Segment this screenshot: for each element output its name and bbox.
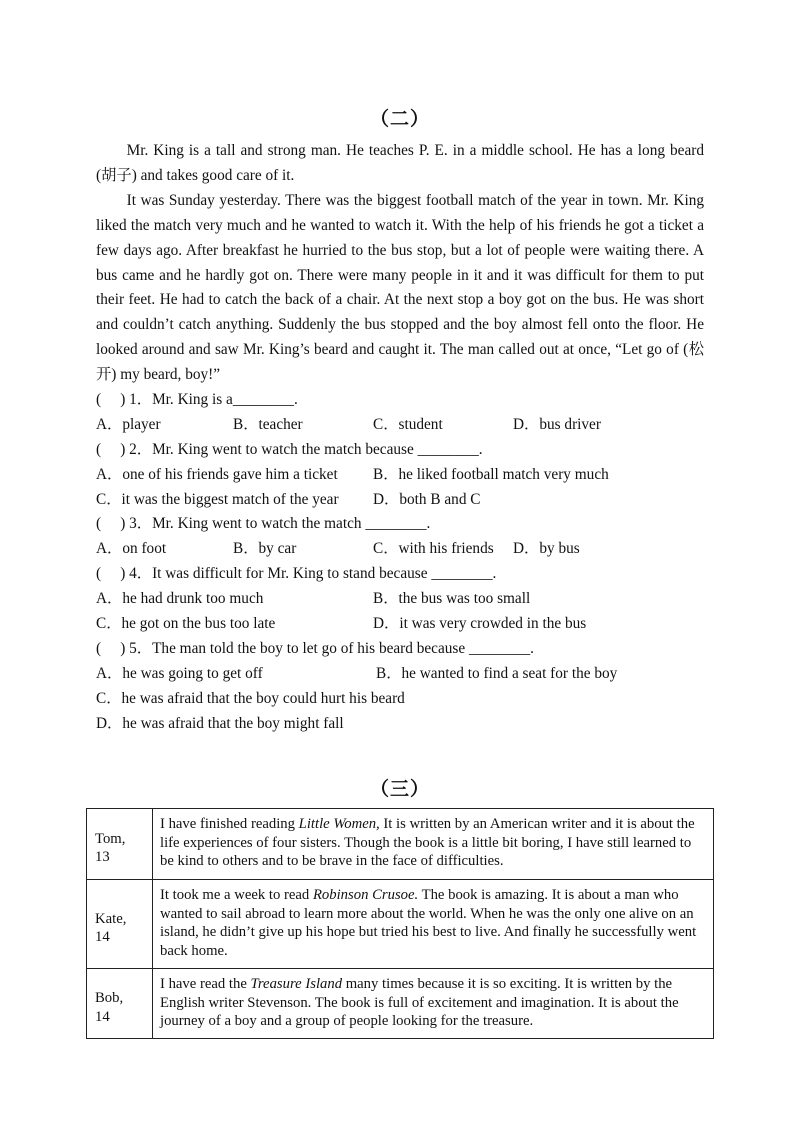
reader-cell [87, 809, 153, 880]
question-2-stem: ( ) 2．Mr. King went to watch the match because ________. [96, 440, 483, 458]
reader-cell [87, 969, 153, 1039]
book-title: Treasure Island [250, 976, 343, 992]
book-review-table [86, 808, 714, 1039]
review-text-rest: many times because it is so exciting. It is written by the English writer Stevenson. The book is full of excitement and imagination. It is about the journey of a boy and a group of people looking for the treasure. [160, 976, 679, 1029]
question-5-option-d: D．he was afraid that the boy might fall [96, 714, 344, 732]
question-3-options [96, 537, 716, 562]
review-text-start: I have finished reading [160, 816, 299, 832]
reader-age: 13 [95, 849, 110, 865]
option-a: A．on foot [96, 540, 167, 558]
table-row [87, 880, 714, 969]
reader-name: Tom, [95, 830, 126, 847]
reader-cell [87, 880, 153, 969]
option-c: C．he got on the bus too late [96, 615, 276, 633]
option-b: B．by car [233, 540, 297, 558]
section-3-title: （三） [369, 779, 430, 800]
review-text-start: I have read the [160, 976, 251, 992]
question-2-options-row-1 [96, 463, 716, 488]
reading-passage [96, 139, 704, 388]
option-a: A．one of his friends gave him a ticket [96, 465, 338, 483]
option-a: A．player [96, 415, 161, 433]
review-cell [153, 809, 714, 880]
option-c: C．it was the biggest match of the year [96, 490, 339, 508]
question-5-stem: ( ) 5．The man told the boy to let go of his beard because ________. [96, 639, 534, 657]
option-b: B．he liked football match very much [373, 465, 609, 483]
reader-name: Kate, [95, 910, 127, 927]
question-3-stem: ( ) 3．Mr. King went to watch the match ________. [96, 515, 431, 533]
review-text-start: It took me a week to read [160, 887, 313, 903]
question-5-option-c: C．he was afraid that the boy could hurt his beard [96, 689, 405, 707]
passage-paragraph-2: It was Sunday yesterday. There was the biggest football match of the year in town. Mr. King liked the match very much and he wanted to watch it. With the help of his friends he got a ticket a few days ago. After breakfast he hurried to the bus stop, but a lot of people were waiting there. A bus came and he hardly got on. There were many people in it and it was difficult for them to put their feet. He had to catch the back of a chair. At the next stop a boy got on the bus. He was short and couldn’t catch anything. Suddenly the bus stopped and the boy almost fell onto the floor. He looked around and saw Mr. King’s beard and caught it. The man called out at once, “Let go of (松开) my beard, boy!” [96, 191, 704, 384]
review-text-rest: It is written by an American writer and it is about the life experiences of four sisters. Though the book is a little bit boring, I have still learned to be kind to others and to be brave in the face of difficulties. [160, 816, 695, 869]
question-1-stem: ( ) 1．Mr. King is a________. [96, 391, 298, 408]
question-2-options-row-2 [96, 488, 716, 513]
table-row [87, 809, 714, 880]
question-1-options [96, 413, 716, 438]
question-4-options-row-1 [96, 587, 716, 612]
option-b: B．the bus was too small [373, 590, 531, 608]
option-a: A．he was going to get off [96, 664, 263, 682]
section-2-title: （二） [369, 109, 430, 130]
review-text-rest: The book is amazing. It is about a man who wanted to sail abroad to learn more about the world. When he was the only one alive on an island, he didn’t give up his hope but tried his best to live. And finally he successfully went back home. [160, 887, 697, 959]
option-b: B．he wanted to find a seat for the boy [376, 664, 618, 682]
option-d: D．both B and C [373, 490, 481, 508]
option-b: B．teacher [233, 415, 303, 433]
reader-name: Bob, [95, 990, 124, 1006]
book-title: Robinson Crusoe. [312, 887, 419, 903]
review-cell [153, 880, 714, 969]
reader-age: 14 [95, 1008, 110, 1025]
option-c: C．student [373, 415, 443, 433]
option-a: A．he had drunk too much [96, 590, 264, 608]
passage-paragraph-1: Mr. King is a tall and strong man. He teaches P. E. in a middle school. He has a long beard (胡子) and takes good care of it. [96, 142, 704, 184]
book-title: Little Women, [298, 816, 380, 832]
option-c: C．with his friends [373, 540, 494, 558]
review-cell [153, 969, 714, 1039]
question-4-stem: ( ) 4．It was difficult for Mr. King to stand because ________. [96, 565, 497, 583]
option-d: D．it was very crowded in the bus [373, 615, 587, 633]
option-d: D．by bus [513, 540, 580, 558]
question-list [96, 388, 716, 736]
reader-age: 14 [95, 929, 110, 945]
question-5-options-row-1 [96, 662, 716, 687]
question-4-options-row-2 [96, 612, 716, 637]
table-row [87, 969, 714, 1039]
option-d: D．bus driver [513, 415, 601, 433]
